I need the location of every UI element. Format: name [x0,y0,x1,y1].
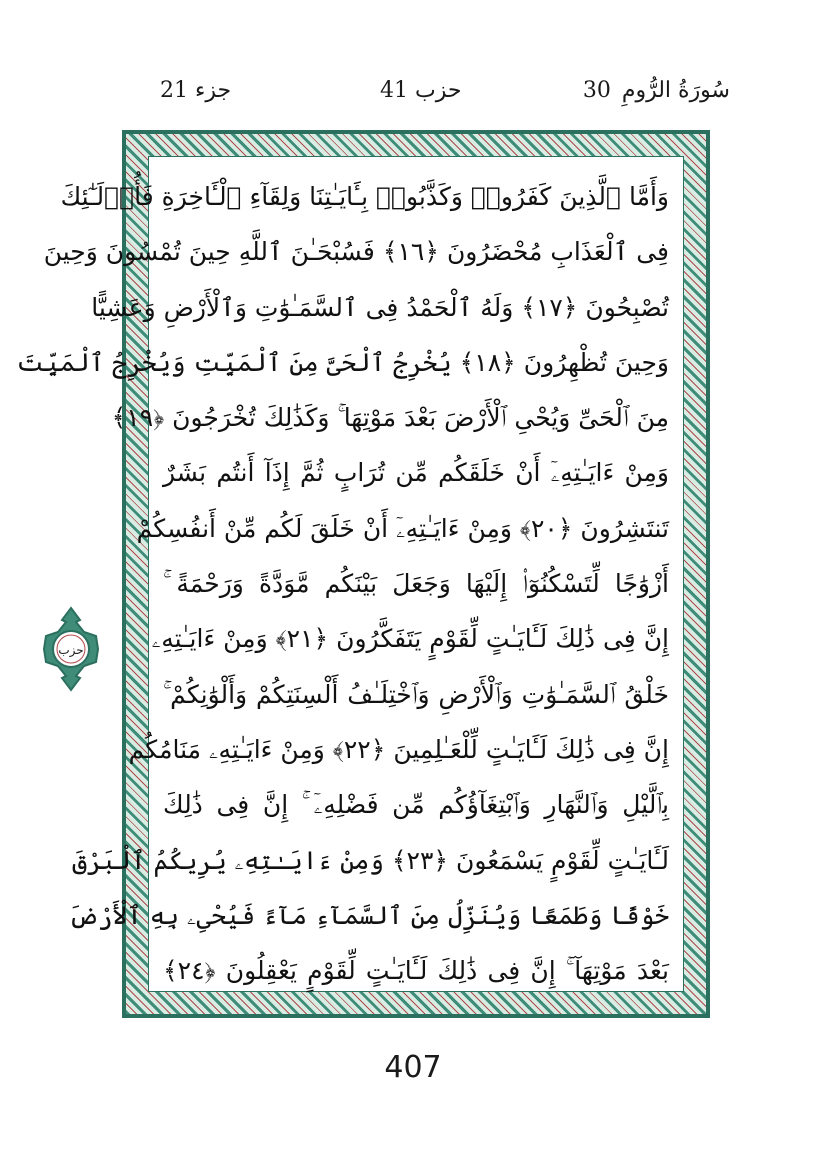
text-line: إِنَّ فِى ذَٰلِكَ لَـَٔايَـٰتٍ لِّقَوْمٍ يَتَفَكَّرُونَ ﴿٢١﴾ وَمِنْ ءَايَـٰتِهِۦ [151,624,669,654]
text-line: بَعْدَ مَوْتِهَآ ۚ إِنَّ فِى ذَٰلِكَ لَـَٔايَـٰتٍ لِّقَوْمٍ يَعْقِلُونَ ﴿٢٤﴾ [163,956,669,986]
surah-name: سُورَةُ الرُّومِ [621,78,730,103]
juz-label: جزء 21 [160,78,232,103]
hizb-marker-medallion [40,606,102,692]
surah-number: 30 [582,78,611,103]
text-line: إِنَّ فِى ذَٰلِكَ لَـَٔايَـٰتٍ لِّلْعَـٰلِمِينَ ﴿٢٢﴾ وَمِنْ ءَايَـٰتِهِۦ مَنَامُكُم [128,734,669,764]
text-line: تُصْبِحُونَ ﴿١٧﴾ وَلَهُ ٱلْحَمْدُ فِى ٱلسَّمَـٰوَٰتِ وَٱلْأَرْضِ وَعَشِيًّا [91,292,669,322]
text-line: خَلْقُ ٱلسَّمَـٰوَٰتِ وَٱلْأَرْضِ وَٱخْتِلَـٰفُ أَلْسِنَتِكُمْ وَأَلْوَٰنِكُمْ ۚ [163,679,669,709]
text-line: فِى ٱلْعَذَابِ مُحْضَرُونَ ﴿١٦﴾ فَسُبْحَـٰنَ ٱللَّهِ حِينَ تُمْسُونَ وَحِينَ [43,237,669,267]
page-header [150,78,730,114]
surah-title [583,78,730,103]
text-line: خَوْفًا وَطَمَعًا وَيُنَزِّلُ مِنَ ٱلسَّمَآءِ مَآءً فَيُحْىِۦ بِهِ ٱلْأَرْضَ [68,900,669,930]
text-line: وَمِنْ ءَايَـٰتِهِۦٓ أَنْ خَلَقَكُم مِّن تُرَابٍ ثُمَّ إِذَآ أَنتُم بَشَرٌ [163,458,669,488]
hizb-label: حزب 41 [380,78,462,103]
page-number: 407 [384,1050,442,1085]
text-line: بِٱلَّيْلِ وَٱلنَّهَارِ وَٱبْتِغَآؤُكُم مِّن فَضْلِهِۦٓ ۚ إِنَّ فِى ذَٰلِكَ [163,790,669,820]
text-line: لَـَٔايَـٰتٍ لِّقَوْمٍ يَسْمَعُونَ ﴿٢٣﴾ وَمِنْ ءَايَـٰتِهِۦ يُرِيكُمُ ٱلْبَرْقَ [72,845,669,875]
text-line: مِنَ ٱلْحَىِّ وَيُحْىِ ٱلْأَرْضَ بَعْدَ مَوْتِهَا ۚ وَكَذَٰلِكَ تُخْرَجُونَ ﴿١٩﴾ [111,403,669,433]
medallion-icon [40,606,102,692]
text-line: أَزْوَٰجًا لِّتَسْكُنُوٓا۟ إِلَيْهَا وَجَعَلَ بَيْنَكُم مَّوَدَّةً وَرَحْمَةً ۚ [163,569,669,599]
text-line: وَحِينَ تُظْهِرُونَ ﴿١٨﴾ يُخْرِجُ ٱلْحَىَّ مِنَ ٱلْمَيِّتِ وَيُخْرِجُ ٱلْمَيِّتَ [16,347,669,377]
text-line: وَأَمَّا ٱلَّذِينَ كَفَرُوا۟ وَكَذَّبُوا۟ بِـَٔايَـٰتِنَا وَلِقَآءِ ٱلْـَٔاخِرَةِ فَأُو۟لَـٰٓئِكَ [60,182,669,211]
text-line: تَنتَشِرُونَ ﴿٢٠﴾ وَمِنْ ءَايَـٰتِهِۦٓ أَنْ خَلَقَ لَكُم مِّنْ أَنفُسِكُمْ [136,513,669,543]
medallion-label: حزب [58,643,84,657]
